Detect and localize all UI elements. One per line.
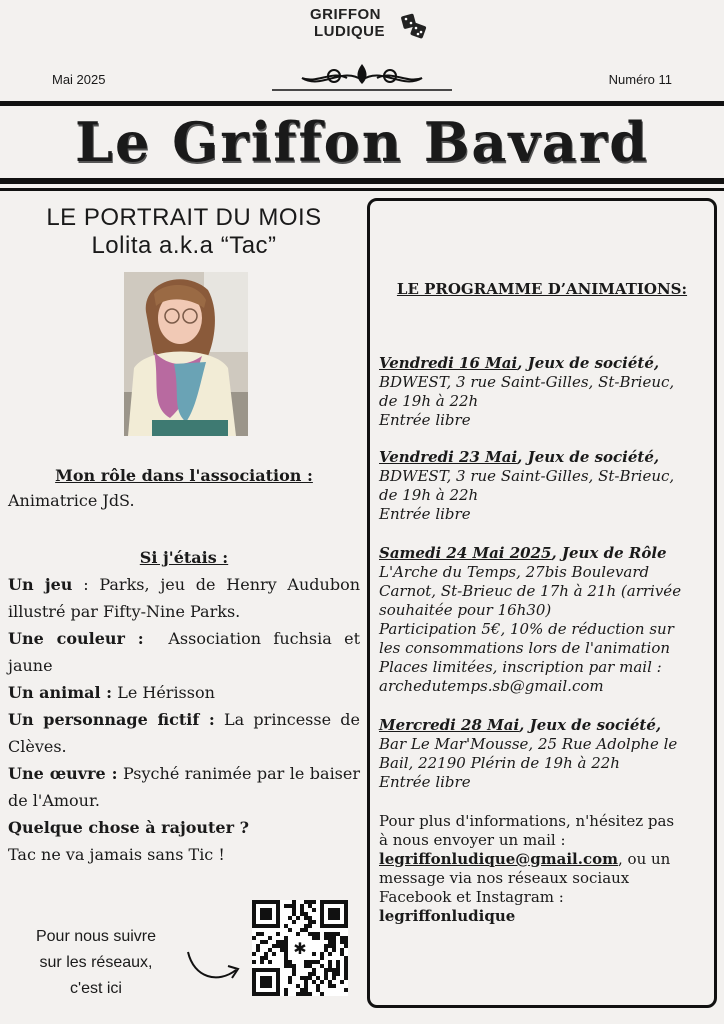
event-line: Bail, 22190 Plérin de 19h à 22h [379, 754, 620, 772]
si-section [8, 548, 360, 868]
portrait-title: LE PORTRAIT DU MOIS [46, 204, 322, 231]
si-item-text: Le Hérisson [117, 683, 215, 702]
si-item: Un jeu : Parks, jeu de Henry Audubon illustré par Fifty-Nine Parks. [8, 575, 361, 621]
info-line: , ou un [618, 850, 671, 868]
logo-line-2: LUDIQUE [314, 23, 385, 40]
event-line: BDWEST, 3 rue Saint-Gilles, St-Brieuc, [379, 467, 675, 485]
event-line: L'Arche du Temps, 27bis Boulevard [379, 563, 650, 581]
event-line: les consommations lors de l'animation [379, 639, 671, 657]
event-date: Vendredi 23 Mai [379, 448, 518, 466]
event-date: Mercredi 28 Mai [379, 716, 520, 734]
contact-info [379, 812, 711, 926]
si-item [8, 706, 360, 760]
event-line: Carnot, St-Brieuc de 17h à 21h (arrivée [379, 582, 682, 600]
issue-number: Numéro 11 [608, 72, 672, 87]
si-item-text: Association fuchsia et jaune [8, 629, 360, 675]
follow-us [12, 924, 180, 1002]
contact-email[interactable]: legriffonludique@gmail.com [379, 850, 618, 868]
si-item-label: Une couleur : [8, 629, 144, 648]
si-item-label: Une œuvre : [8, 764, 118, 783]
si-item [8, 814, 360, 841]
si-item-label: Un personnage fictif : [8, 710, 215, 729]
event-kind: , Jeux de société, [517, 448, 660, 466]
event-line: Entrée libre [379, 411, 471, 429]
role-heading: Mon rôle dans l'association : [55, 466, 313, 485]
event-kind: , Jeux de société, [519, 716, 662, 734]
event-date: Samedi 24 Mai 2025 [379, 544, 552, 562]
event-1 [379, 354, 711, 430]
program-title: LE PROGRAMME D’ANIMATIONS: [396, 280, 688, 298]
portrait-header [8, 204, 360, 260]
mid-rule-1 [0, 178, 724, 184]
event-date: Vendredi 16 Mai [379, 354, 518, 372]
event-line: Entrée libre [379, 505, 471, 523]
event-line: Bar Le Mar'Mousse, 25 Rue Adolphe le [379, 735, 678, 753]
si-item [8, 625, 360, 679]
si-item-label: Un jeu [8, 575, 73, 594]
si-item-text: La princesse de Clèves. [8, 710, 360, 756]
portrait-subtitle: Lolita a.k.a “Tac” [91, 232, 277, 259]
event-line: Entrée libre [379, 773, 471, 791]
event-line: Places limitées, inscription par mail : [379, 658, 662, 676]
arrow-icon [184, 944, 244, 984]
follow-line-2: sur les réseaux, [39, 954, 153, 971]
si-item-label: Un animal : [8, 683, 113, 702]
svg-text:✱: ✱ [293, 939, 307, 958]
portrait-photo [124, 272, 248, 436]
event-line: souhaitée pour 16h30) [379, 601, 552, 619]
si-item [8, 679, 360, 706]
event-line: de 19h à 22h [379, 392, 479, 410]
si-item-label: Quelque chose à rajouter ? [8, 818, 249, 837]
info-line: Facebook et Instagram : [379, 888, 564, 906]
social-handle[interactable]: legriffonludique [379, 907, 516, 925]
info-line: message via nos réseaux sociaux [379, 869, 630, 887]
event-2 [379, 448, 711, 524]
logo-line-1: GRIFFON [310, 6, 381, 23]
follow-line-1: Pour nous suivre [35, 928, 157, 945]
event-kind: , Jeux de société, [517, 354, 660, 372]
follow-line-3: c'est ici [70, 980, 122, 997]
si-item-text: Parks, jeu de Henry Audubon illustré par Fifty-Nine Parks. [8, 575, 361, 621]
event-4 [379, 716, 711, 792]
role-section [8, 466, 360, 514]
event-3 [379, 544, 711, 696]
role-text: Animatrice JdS. [8, 491, 135, 510]
top-rule [0, 101, 724, 106]
event-line: BDWEST, 3 rue Saint-Gilles, St-Brieuc, [379, 373, 675, 391]
event-line: de 19h à 22h [379, 486, 479, 504]
si-item [8, 760, 360, 814]
event-kind: , Jeux de Rôle [551, 544, 667, 562]
ornament-icon [272, 60, 452, 94]
info-line: à nous envoyer un mail : [379, 831, 566, 849]
si-item-text: Psyché ranimée par le baiser de l'Amour. [8, 764, 361, 810]
dice-icon [400, 12, 428, 40]
event-line: Participation 5€, 10% de réduction sur [379, 620, 674, 638]
info-line: Pour plus d'informations, n'hésitez pas [379, 812, 675, 830]
qr-code[interactable] [252, 900, 348, 996]
si-heading: Si j'étais : [139, 548, 229, 567]
masthead-title: Le Griffon Bavard [75, 110, 649, 174]
event-email[interactable]: archedutemps.sb@gmail.com [379, 677, 604, 695]
closing-text: Tac ne va jamais sans Tic ! [8, 845, 225, 864]
issue-date: Mai 2025 [52, 72, 106, 87]
mid-rule-2 [0, 188, 724, 191]
logo [310, 6, 430, 54]
